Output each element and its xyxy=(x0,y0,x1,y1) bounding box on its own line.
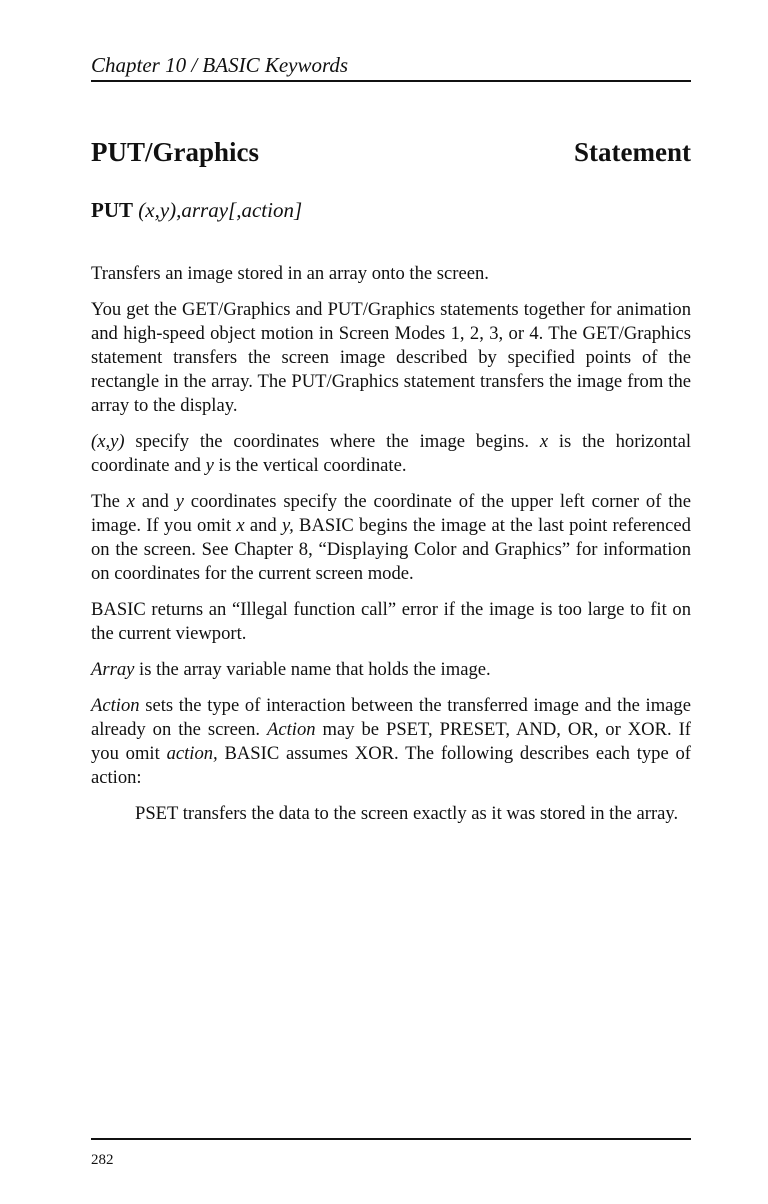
param-action: action, xyxy=(166,743,218,764)
header-rule xyxy=(91,80,691,82)
body-text xyxy=(91,262,691,838)
text-run: is the horizontal coordinate and xyxy=(91,431,691,476)
paragraph-coordinates xyxy=(91,430,691,478)
page-number: 282 xyxy=(91,1152,114,1168)
paragraph-action xyxy=(91,694,691,790)
param-array: Array xyxy=(91,659,135,680)
param-action: Action xyxy=(267,719,316,740)
param-x: x xyxy=(236,515,245,536)
param-y: y, xyxy=(281,515,294,536)
text-run: and xyxy=(244,515,282,536)
text-run: sets the type of interaction between the transferred image and the image already on the screen. xyxy=(91,695,691,740)
param-y: y xyxy=(205,455,214,476)
param-x: x xyxy=(539,431,549,452)
param-action: Action xyxy=(91,695,140,716)
paragraph-upper-left xyxy=(91,490,691,586)
syntax-keyword: PUT xyxy=(91,198,133,222)
syntax-line xyxy=(91,196,691,224)
param-y: y xyxy=(175,491,184,512)
text-run: and xyxy=(135,491,176,512)
text-run: coordinates specify the coordinate of the upper left corner of the image. If you omit xyxy=(91,491,691,536)
text-run: specify the coordinates where the image begins. xyxy=(124,431,540,452)
text-run: The xyxy=(91,491,127,512)
text-run: may be PSET, PRESET, AND, OR, or XOR. If you omit xyxy=(91,719,691,764)
footer-rule xyxy=(91,1138,691,1140)
paragraph-error: BASIC returns an “Illegal function call” error if the image is too large to fit on the current viewport. xyxy=(91,599,691,644)
text-run: is the vertical coordinate. xyxy=(213,455,407,476)
running-head: Chapter 10 / BASIC Keywords xyxy=(91,53,349,77)
paragraph-overview: You get the GET/Graphics and PUT/Graphics statements together for animation and high-speed object motion in Screen Modes 1, 2, 3, or 4. The GET/Graphics statement transfers the screen image described by specified points of the rectangle in the array. The PUT/Graphics statement transfers the image from the array to the display. xyxy=(91,299,691,416)
paragraph-array xyxy=(91,658,691,682)
entry-title-row xyxy=(91,135,691,169)
text-run: BASIC assumes XOR. The following describes each type of action: xyxy=(91,743,691,788)
entry-type: Statement xyxy=(574,137,691,167)
paragraph-summary: Transfers an image stored in an array onto the screen. xyxy=(91,263,489,284)
text-run: is the array variable name that holds the image. xyxy=(134,659,491,680)
param-x: x xyxy=(126,491,136,512)
text-run: BASIC begins the image at the last point referenced on the screen. See Chapter 8, “Displaying Color and Graphics” for information on coordinates for the current screen mode. xyxy=(91,515,691,584)
entry-keyword: PUT/Graphics xyxy=(91,137,260,167)
param-xy: (x,y) xyxy=(91,431,125,452)
syntax-arguments: (x,y),array[,action] xyxy=(138,198,303,222)
paragraph-pset: PSET transfers the data to the screen exactly as it was stored in the array. xyxy=(135,803,679,824)
